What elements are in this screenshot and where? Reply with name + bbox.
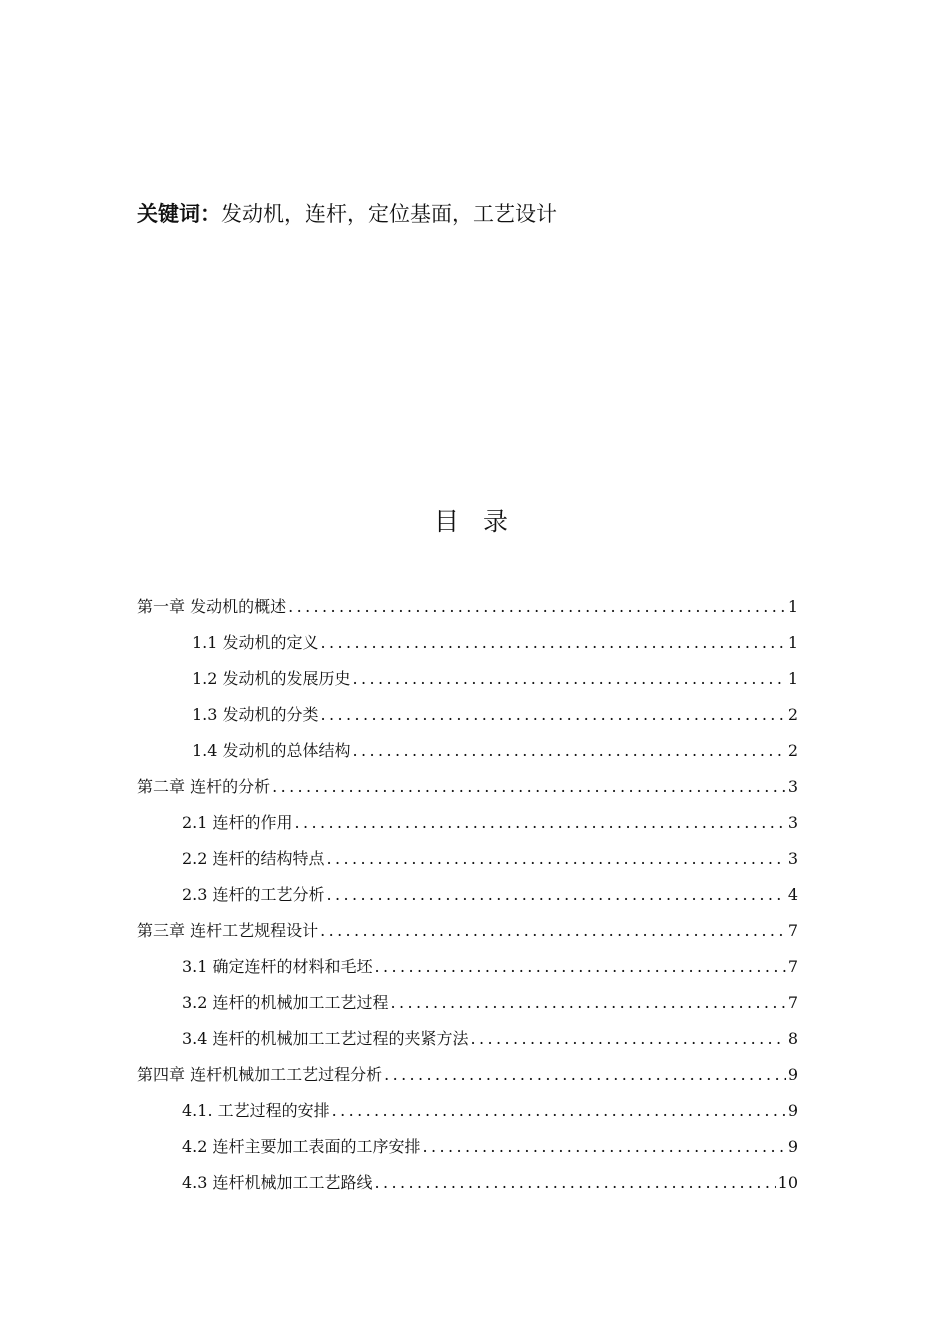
toc-entry-page: 3 [787,849,798,868]
toc-entry-text: 1.4 发动机的总体结构 [192,741,351,760]
toc-entry-text: 第二章 连杆的分析 [137,777,271,796]
toc-title: 目 录 [434,507,516,536]
toc-entry-page: 2 [787,741,798,760]
toc-entry-page: 1 [787,633,798,652]
toc-leader-dots [327,879,786,911]
toc-entry[interactable] [137,843,798,879]
toc-entry-page: 7 [787,957,798,976]
toc-entry-text: 3.1 确定连杆的材料和毛坯 [182,957,373,976]
toc-entry-text: 4.1. 工艺过程的安排 [182,1101,330,1120]
toc-entry-page: 7 [787,993,798,1012]
toc-entry-page: 3 [787,813,798,832]
toc-entry-page: 9 [787,1101,798,1120]
toc-leader-dots [321,627,786,659]
toc-leader-dots [332,1095,786,1127]
toc-entry[interactable] [137,951,798,987]
toc-leader-dots [471,1023,786,1055]
keywords-line [137,199,557,229]
toc-entry[interactable] [137,807,798,843]
toc-leader-dots [320,915,786,947]
table-of-contents [137,591,798,1203]
toc-entry-page: 8 [787,1029,798,1048]
toc-entry-text: 1.2 发动机的发展历史 [192,669,351,688]
toc-entry-text: 4.2 连杆主要加工表面的工序安排 [182,1137,421,1156]
toc-entry-page: 3 [787,777,798,796]
toc-entry-page: 2 [787,705,798,724]
toc-entry[interactable] [137,699,798,735]
toc-entry-page: 10 [777,1173,798,1192]
keywords-value: 发动机，连杆，定位基面，工艺设计 [221,202,557,226]
toc-entry[interactable] [137,879,798,915]
toc-leader-dots [353,663,786,695]
toc-entry[interactable] [137,1095,798,1131]
toc-leader-dots [384,1059,786,1091]
toc-entry-page: 4 [787,885,798,904]
toc-leader-dots [288,591,786,623]
toc-entry-text: 第四章 连杆机械加工工艺过程分析 [137,1065,383,1084]
toc-entry[interactable] [137,627,798,663]
toc-entry-text: 2.2 连杆的结构特点 [182,849,325,868]
toc-entry-page: 1 [787,669,798,688]
toc-entry[interactable] [137,1167,798,1203]
toc-leader-dots [423,1131,786,1163]
toc-entry-text: 第三章 连杆工艺规程设计 [137,921,319,940]
toc-entry-text: 2.3 连杆的工艺分析 [182,885,325,904]
toc-leader-dots [321,699,786,731]
toc-entry-text: 3.2 连杆的机械加工工艺过程 [182,993,389,1012]
toc-entry-text: 第一章 发动机的概述 [137,597,287,616]
toc-entry[interactable] [137,915,798,951]
toc-entry-page: 9 [787,1137,798,1156]
toc-entry[interactable] [137,1023,798,1059]
toc-leader-dots [375,1167,776,1199]
toc-entry[interactable] [137,663,798,699]
toc-entry-text: 3.4 连杆的机械加工工艺过程的夹紧方法 [182,1029,469,1048]
toc-entry-text: 1.1 发动机的定义 [192,633,319,652]
toc-leader-dots [353,735,786,767]
toc-leader-dots [375,951,786,983]
toc-entry[interactable] [137,591,798,627]
toc-leader-dots [391,987,786,1019]
keywords-label: 关键词： [137,202,221,226]
toc-entry-page: 9 [787,1065,798,1084]
toc-entry-text: 4.3 连杆机械加工工艺路线 [182,1173,373,1192]
toc-entry[interactable] [137,735,798,771]
toc-entry-text: 2.1 连杆的作用 [182,813,293,832]
toc-entry-page: 7 [787,921,798,940]
toc-entry[interactable] [137,1059,798,1095]
toc-entry[interactable] [137,987,798,1023]
toc-leader-dots [272,771,786,803]
toc-leader-dots [327,843,786,875]
toc-leader-dots [295,807,786,839]
toc-entry-page: 1 [787,597,798,616]
toc-entry-text: 1.3 发动机的分类 [192,705,319,724]
toc-entry[interactable] [137,771,798,807]
toc-entry[interactable] [137,1131,798,1167]
